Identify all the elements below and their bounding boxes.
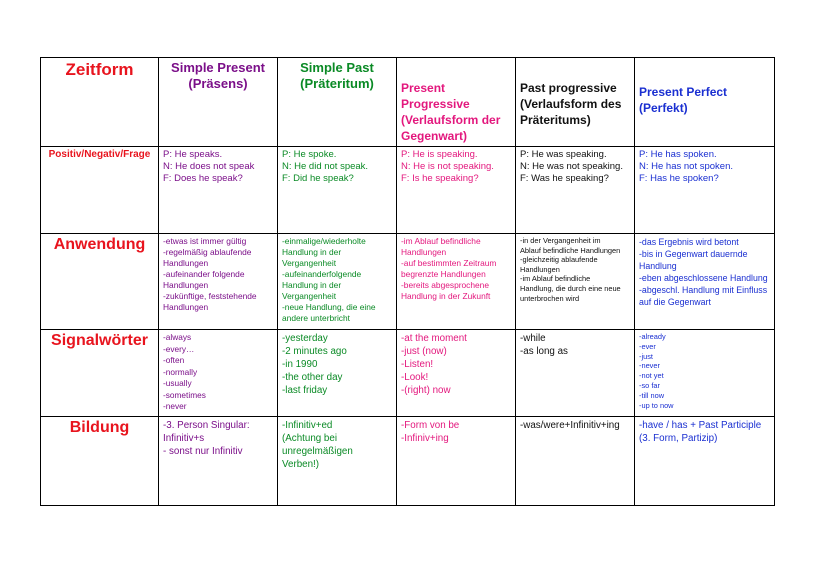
bildung-simple-past: -Infinitiv+ed (Achtung bei unregelmäßigen Verben!) [278, 417, 397, 506]
grammar-table [40, 57, 775, 506]
pnf-present-perfect: P: He has spoken. N: He has not spoken. F: Has he spoken? [635, 147, 775, 234]
bildung-present-progressive: -Form von be -Infiniv+ing [397, 417, 516, 506]
label-anwendung: Anwendung [41, 234, 159, 330]
header-past-progressive: Past progressive (Verlaufsform des Präteritums) [516, 58, 635, 147]
header-simple-past: Simple Past (Präteritum) [278, 58, 397, 147]
row-bildung [41, 417, 775, 506]
label-bildung: Bildung [41, 417, 159, 506]
bildung-past-progressive: -was/were+Infinitiv+ing [516, 417, 635, 506]
row-positiv-negativ-frage [41, 147, 775, 234]
anwendung-present-progressive: -im Ablauf befindliche Handlungen -auf bestimmten Zeitraum begrenzte Handlungen -bereits abgesprochene Handlung in der Zukunft [397, 234, 516, 330]
label-signalwoerter: Signalwörter [41, 330, 159, 417]
signal-present-perfect: -already -ever -just -never -not yet -so far -till now -up to now [635, 330, 775, 417]
pnf-past-progressive: P: He was speaking. N: He was not speaking. F: Was he speaking? [516, 147, 635, 234]
bildung-present-perfect: -have / has + Past Participle (3. Form, Partizip) [635, 417, 775, 506]
row-signalwoerter [41, 330, 775, 417]
header-row [41, 58, 775, 147]
anwendung-past-progressive: -in der Vergangenheit im Ablauf befindliche Handlungen -gleichzeitig ablaufende Handlungen -im Ablauf befindliche Handlung, die durch eine neue unterbrochen wird [516, 234, 635, 330]
header-present-progressive: Present Progressive (Verlaufsform der Gegenwart) [397, 58, 516, 147]
label-positiv-negativ-frage: Positiv/Negativ/Frage [41, 147, 159, 234]
pnf-simple-present: P: He speaks. N: He does not speak F: Does he speak? [159, 147, 278, 234]
bildung-simple-present: -3. Person Singular: Infinitiv+s - sonst nur Infinitiv [159, 417, 278, 506]
header-simple-present: Simple Present (Präsens) [159, 58, 278, 147]
signal-present-progressive: -at the moment -just (now) -Listen! -Look! -(right) now [397, 330, 516, 417]
header-zeitform: Zeitform [41, 58, 159, 147]
pnf-present-progressive: P: He is speaking. N: He is not speaking. F: Is he speaking? [397, 147, 516, 234]
signal-past-progressive: -while -as long as [516, 330, 635, 417]
signal-simple-past: -yesterday -2 minutes ago -in 1990 -the other day -last friday [278, 330, 397, 417]
header-present-perfect: Present Perfect (Perfekt) [635, 58, 775, 147]
anwendung-present-perfect: -das Ergebnis wird betont -bis in Gegenwart dauernde Handlung -eben abgeschlossene Handlung -abgeschl. Handlung mit Einfluss auf die Gegenwart [635, 234, 775, 330]
signal-simple-present: -always -every… -often -normally -usually -sometimes -never [159, 330, 278, 417]
anwendung-simple-present: -etwas ist immer gültig -regelmäßig ablaufende Handlungen -aufeinander folgende Handlungen -zukünftige, feststehende Handlungen [159, 234, 278, 330]
pnf-simple-past: P: He spoke. N: He did not speak. F: Did he speak? [278, 147, 397, 234]
row-anwendung [41, 234, 775, 330]
anwendung-simple-past: -einmalige/wiederholte Handlung in der Vergangenheit -aufeinanderfolgende Handlung in der Vergangenheit -neue Handlung, die eine andere unterbricht [278, 234, 397, 330]
